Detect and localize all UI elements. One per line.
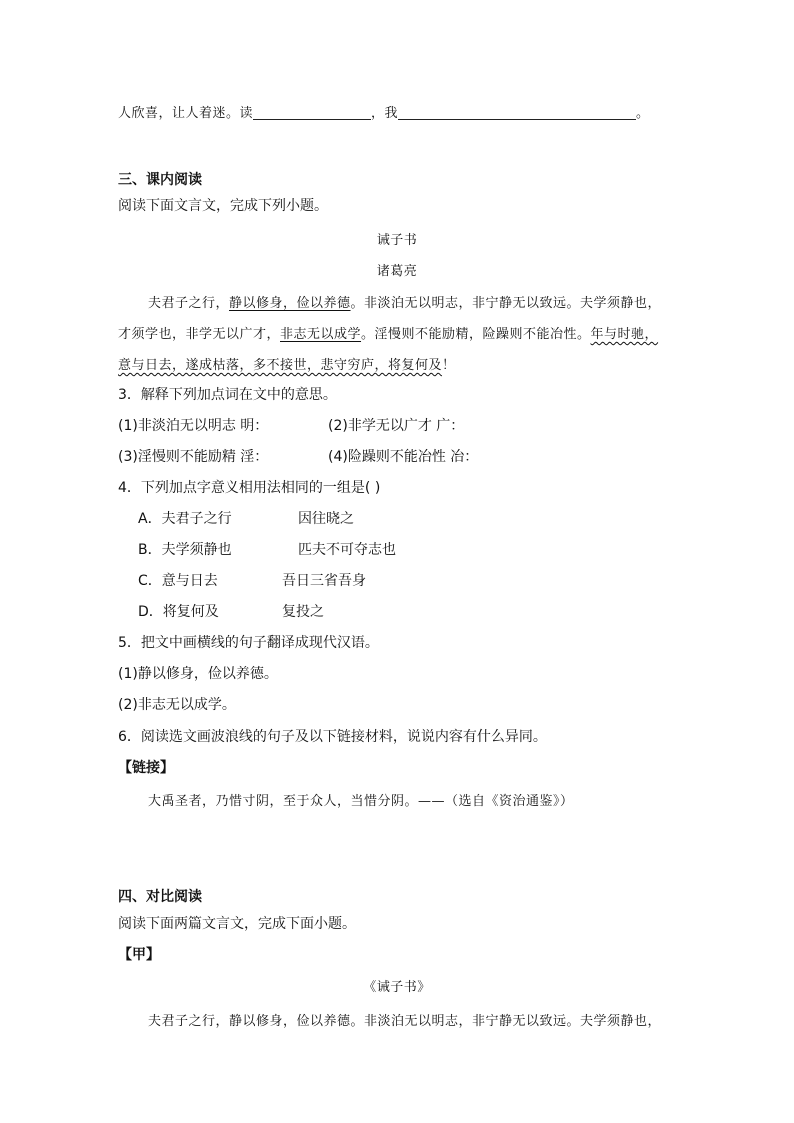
underlined-sentence-1: 静以修身，俭以养德 xyxy=(229,296,351,311)
passage-text: 夫君子之行， xyxy=(148,296,230,311)
answer-blank-1[interactable] xyxy=(253,105,371,120)
question-6-stem: 6．阅读选文画波浪线的句子及以下链接材料，说说内容有什么异同。 xyxy=(118,729,547,745)
section4-instruction: 阅读下面两篇文言文，完成下面小题。 xyxy=(118,916,356,932)
passage-text: 才须学也，非学无以广才， xyxy=(118,327,281,342)
passage-author: 诸葛亮 xyxy=(376,264,418,279)
fill-end: 。 xyxy=(636,106,650,121)
fill-blank-line xyxy=(118,104,650,124)
section4-heading: 四、对比阅读 xyxy=(118,889,202,905)
section4-passage-title: 《诫子书》 xyxy=(363,980,431,995)
q5-item-1: (1)静以修身，俭以养德。 xyxy=(118,666,278,682)
q4-option-c[interactable]: C．意与日去 xyxy=(138,573,218,589)
passage-title: 诫子书 xyxy=(376,233,418,248)
link-label: 【链接】 xyxy=(118,760,174,776)
passage-line-1 xyxy=(148,292,661,311)
q4-option-d-pair: 复投之 xyxy=(282,604,324,620)
passage-line-2 xyxy=(118,323,658,342)
part-label-jia: 【甲】 xyxy=(118,947,160,963)
q4-option-c-pair: 吾日三省吾身 xyxy=(282,573,366,589)
q3-item-3: (3)淫慢则不能励精 淫： xyxy=(118,449,269,465)
q4-option-a-pair: 因往晓之 xyxy=(298,511,354,527)
question-5-stem: 5．把文中画横线的句子翻译成现代汉语。 xyxy=(118,635,379,651)
passage-text: 。非淡泊无以明志，非宁静无以致远。夫学须静也， xyxy=(350,296,662,311)
q4-option-b[interactable]: B．夫学须静也 xyxy=(138,542,232,558)
section3-heading: 三、课内阅读 xyxy=(118,172,202,188)
q5-item-2: (2)非志无以成学。 xyxy=(118,697,236,713)
q3-item-2: (2)非学无以广才 广： xyxy=(328,418,465,434)
answer-blank-2[interactable] xyxy=(398,105,636,120)
section3-instruction: 阅读下面文言文，完成下列小题。 xyxy=(118,198,328,214)
q3-item-1: (1)非淡泊无以明志 明： xyxy=(118,418,269,434)
section4-passage-line-1: 夫君子之行，静以修身，俭以养德。非淡泊无以明志，非宁静无以致远。夫学须静也， xyxy=(148,1014,662,1029)
fill-mid: ，我 xyxy=(371,106,399,121)
wavy-sentence: 年与时驰， xyxy=(590,327,659,342)
link-text: 大禹圣者，乃惜寸阴，至于众人，当惜分阴。——（选自《资治通鉴》） xyxy=(148,794,574,809)
q4-option-a[interactable]: A．夫君子之行 xyxy=(138,511,232,527)
passage-text: ！ xyxy=(442,358,456,373)
underlined-sentence-2: 非志无以成学 xyxy=(280,327,362,342)
q3-item-4: (4)险躁则不能冶性 冶： xyxy=(328,449,479,465)
passage-line-3 xyxy=(118,354,456,373)
question-3-stem: 3．解释下列加点词在文中的意思。 xyxy=(118,387,337,403)
q4-option-b-pair: 匹夫不可夺志也 xyxy=(298,542,396,558)
question-4-stem: 4．下列加点字意义相用法相同的一组是( ) xyxy=(118,480,381,496)
passage-text: 。淫慢则不能励精，险躁则不能冶性。 xyxy=(361,327,591,342)
q4-option-d[interactable]: D．将复何及 xyxy=(138,604,219,620)
wavy-sentence: 意与日去，遂成枯落，多不接世，悲守穷庐，将复何及 xyxy=(118,358,443,373)
fill-prefix: 人欣喜，让人着迷。读 xyxy=(118,106,254,121)
